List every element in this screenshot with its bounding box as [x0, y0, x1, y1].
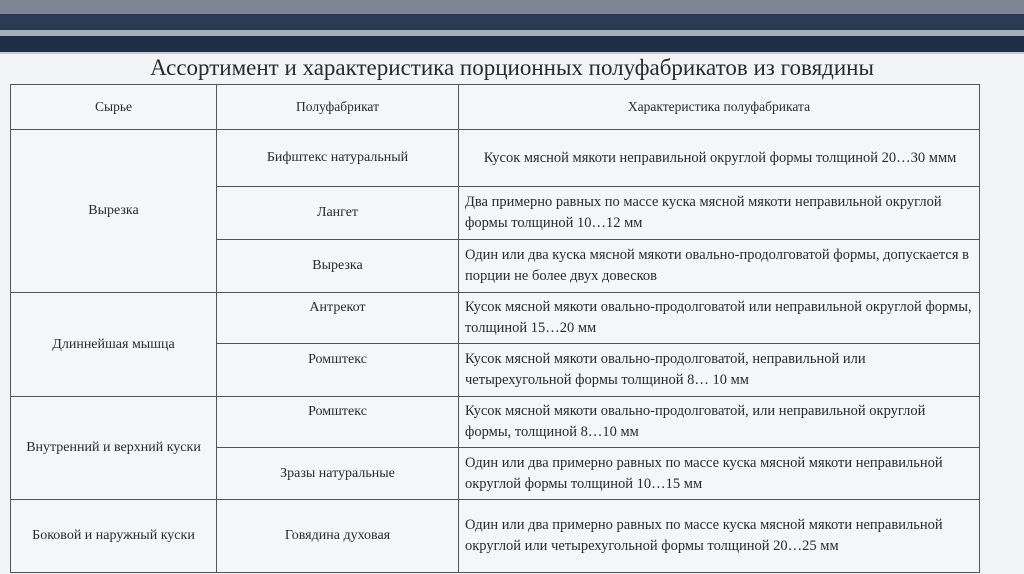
- description-cell: Кусок мясной мякоти овально-продолговатой, неправильной или четырехугольной формы толщиной 8… 10 мм: [459, 344, 980, 397]
- header-stripe: [0, 36, 1024, 52]
- header-stripe: [0, 0, 1024, 14]
- dish-cell: [217, 344, 459, 397]
- dish-label: Ромштекс: [308, 352, 367, 367]
- assortment-table: [10, 84, 980, 573]
- dish-label: Антрекот: [309, 300, 366, 315]
- raw-material-cell: Боковой и наружный куски: [11, 500, 217, 573]
- table-row: [11, 293, 980, 344]
- header-band: [0, 0, 1024, 52]
- table-row: [11, 500, 980, 573]
- description-cell: Два примерно равных по массе куска мясной мякоти неправильной округлой формы толщиной 10…12 мм: [459, 187, 980, 240]
- raw-material-cell: Длиннейшая мышца: [11, 293, 217, 397]
- dish-cell: [217, 397, 459, 448]
- dish-cell: [217, 293, 459, 344]
- dish-cell: Вырезка: [217, 240, 459, 293]
- table-row: [11, 130, 980, 187]
- page-title: Ассортимент и характеристика порционных полуфабрикатов из говядины: [150, 55, 874, 80]
- raw-material-cell: Вырезка: [11, 130, 217, 293]
- description-cell: Кусок мясной мякоти овально-продолговатой или неправильной округлой формы, толщиной 15…20 мм: [459, 293, 980, 344]
- description-cell: Кусок мясной мякоти овально-продолговатой, или неправильной округлой формы, толщиной 8…10 мм: [459, 397, 980, 448]
- dish-cell: Зразы натуральные: [217, 448, 459, 500]
- column-header-description: Характеристика полуфабриката: [459, 85, 980, 130]
- table-row: [11, 397, 980, 448]
- dish-cell: Лангет: [217, 187, 459, 240]
- dish-cell: Бифштекс натуральный: [217, 130, 459, 187]
- dish-cell: Говядина духовая: [217, 500, 459, 573]
- description-cell: Один или два примерно равных по массе куска мясной мякоти неправильной округлой формы толщиной 10…15 мм: [459, 448, 980, 500]
- description-cell: Один или два куска мясной мякоти овально-продолговатой формы, допускается в порции не более двух довесков: [459, 240, 980, 293]
- dish-label: Ромштекс: [308, 404, 367, 419]
- column-header-dish: Полуфабрикат: [217, 85, 459, 130]
- column-header-raw: Сырье: [11, 85, 217, 130]
- table-header-row: [11, 85, 980, 130]
- description-cell: Кусок мясной мякоти неправильной округлой формы толщиной 20…30 ммм: [459, 130, 980, 187]
- header-stripe: [0, 14, 1024, 30]
- raw-material-cell: Внутренний и верхний куски: [11, 397, 217, 500]
- description-cell: Один или два примерно равных по массе куска мясной мякоти неправильной округлой или четырехугольной формы толщиной 20…25 мм: [459, 500, 980, 573]
- header-stripe: [0, 52, 1024, 54]
